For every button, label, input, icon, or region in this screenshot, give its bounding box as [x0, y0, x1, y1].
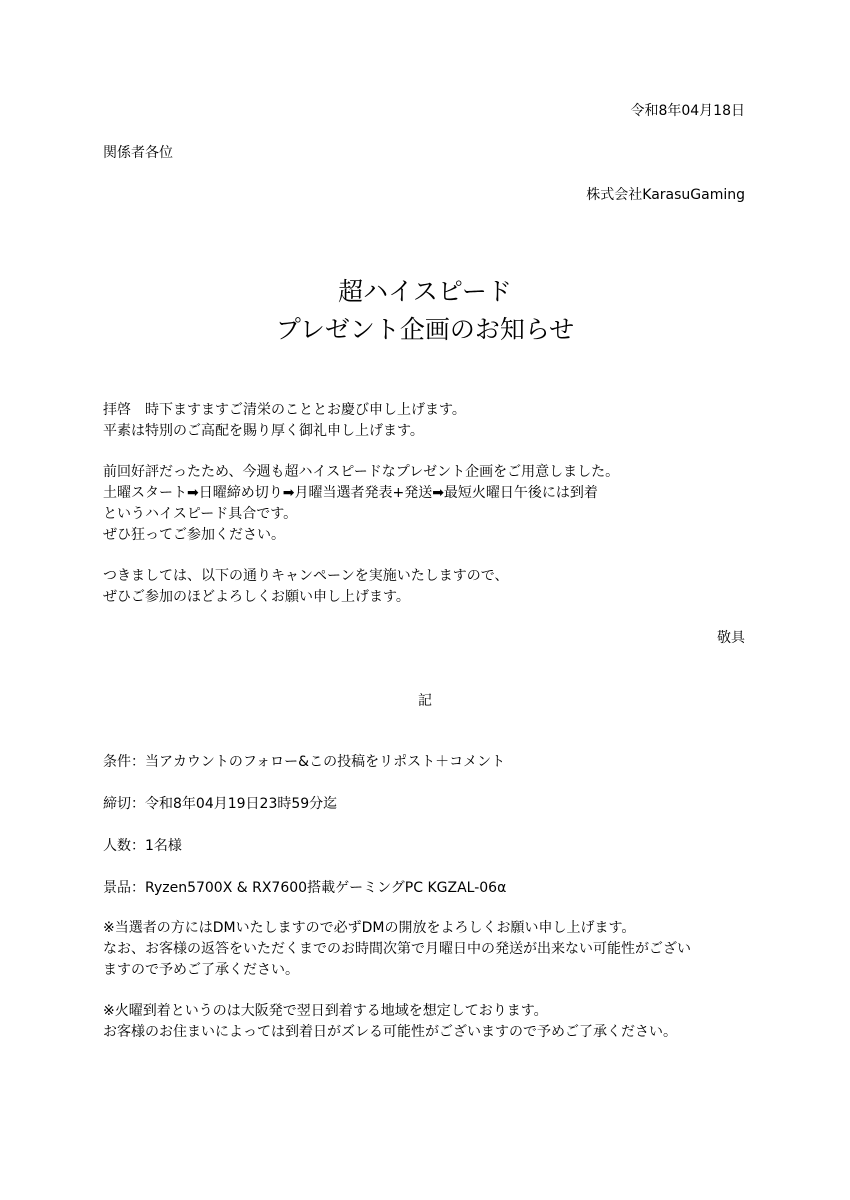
title-line-1: 超ハイスピード: [338, 277, 512, 306]
detail-winners: 人数：1名様: [103, 838, 182, 854]
note1-line-1: ※当選者の方にはDMいたしますので必ずDMの開放をよろしくお願い申し上げます。: [103, 920, 636, 936]
campaign-line-2: ぜひご参加のほどよろしくお願い申し上げます。: [103, 589, 410, 605]
note1-line-2: なお、お客様の返答をいただくまでのお時間次第で月曜日中の発送が出来ない可能性がござい: [103, 941, 691, 957]
campaign-line-1: つきましては、以下の通りキャンペーンを実施いたしますので、: [103, 568, 509, 584]
title-line-2: プレゼント企画のお知らせ: [275, 315, 575, 344]
intro-line-4: ぜひ狂ってご参加ください。: [103, 527, 285, 543]
recipient: 関係者各位: [103, 145, 173, 161]
intro-line-1: 前回好評だったため、今週も超ハイスピードなプレゼント企画をご用意しました。: [103, 464, 620, 480]
intro-line-2: 土曜スタート➡日曜締め切り➡月曜当選者発表+発送➡最短火曜日午後には到着: [103, 485, 598, 501]
sender-company: 株式会社KarasuGaming: [586, 187, 745, 203]
greeting-line-2: 平素は特別のご高配を賜り厚く御礼申し上げます。: [103, 423, 424, 439]
note1-line-3: ますので予めご了承ください。: [103, 962, 299, 978]
greeting-line-1: 拝啓 時下ますますご清栄のこととお慶び申し上げます。: [103, 402, 466, 418]
document-date: 令和8年04月18日: [630, 103, 745, 119]
closing-keigu: 敬具: [717, 630, 745, 646]
intro-line-3: というハイスピード具合です。: [103, 506, 298, 522]
note2-line-2: お客様のお住まいによっては到着日がズレる可能性がございますので予めご了承ください。: [103, 1024, 677, 1040]
detail-conditions: 条件：当アカウントのフォロー&この投稿をリポスト＋コメント: [103, 754, 506, 770]
detail-prize: 景品：Ryzen5700X & RX7600搭載ゲーミングPC KGZAL-06α: [103, 880, 507, 896]
ki-heading: 記: [418, 693, 432, 709]
note2-line-1: ※火曜到着というのは大阪発で翌日到着する地域を想定しております。: [103, 1003, 548, 1019]
detail-deadline: 締切：令和8年04月19日23時59分迄: [103, 796, 338, 812]
